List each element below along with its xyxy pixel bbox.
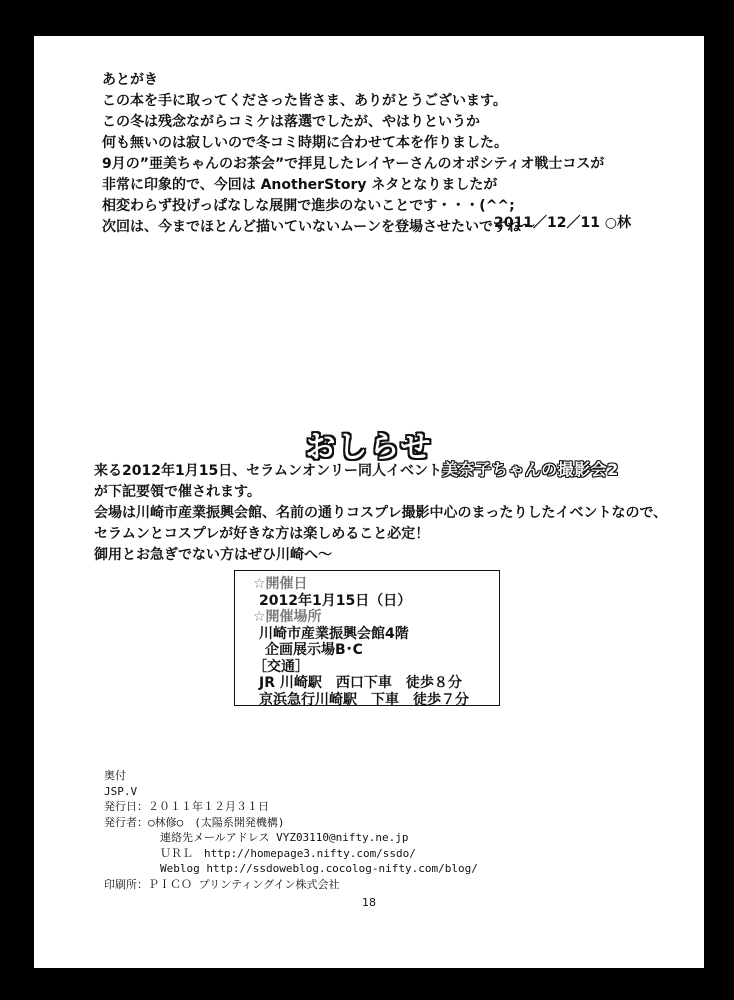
- notice-line: が下記要領で催されます。: [94, 484, 261, 500]
- venue-label: ☆開催場所: [253, 609, 322, 625]
- notice-title: おしらせ: [305, 430, 433, 465]
- event-name: 美奈子ちゃんの撮影会2: [442, 460, 619, 479]
- afterword-line: 9月の”亜美ちゃんのお茶会”で拝見したレイヤーさんのオポシティオ戦士コスが: [102, 156, 605, 172]
- afterword-line: 何も無いのは寂しいので冬コミ時期に合わせて本を作りました。: [102, 135, 508, 151]
- transport-line: 京浜急行川崎駅 下車 徒歩７分: [259, 691, 469, 708]
- afterword-line: 次回は、今までほとんど描いていないムーンを登場させたいですね～: [102, 219, 536, 235]
- colophon-contact: ＵＲＬ http://homepage3.nifty.com/ssdo/: [160, 846, 416, 860]
- colophon-printer: 印刷所：ＰＩＣＯ プリンティングイン株式会社: [104, 877, 340, 891]
- venue-value: 川崎市産業振興会館4階: [259, 625, 409, 642]
- colophon-heading: 奥付: [104, 769, 126, 782]
- date-value: 2012年1月15日（日）: [259, 592, 412, 609]
- colophon-line: 発行日：２０１１年１２月３１日: [104, 800, 269, 813]
- afterword-heading: あとがき: [102, 72, 158, 88]
- afterword-signature: 2011／12／11 ○林: [494, 215, 632, 231]
- notice-line: セラムンとコスプレが好きな方は楽しめること必定！: [94, 526, 430, 542]
- notice-line: 御用とお急ぎでない方はぜひ川崎へ～: [94, 547, 332, 563]
- colophon: [104, 768, 544, 892]
- page: [34, 36, 704, 968]
- transport-line: JR 川崎駅 西口下車 徒歩８分: [259, 675, 462, 691]
- notice-line: 会場は川崎市産業振興会館、名前の通りコスプレ撮影中心のまったりしたイベントなので、: [94, 505, 668, 521]
- date-label: ☆開催日: [253, 576, 308, 592]
- colophon-line: JSP.V: [104, 784, 138, 798]
- afterword-line: 非常に印象的で、今回は AnotherStory ネタとなりましたが: [102, 177, 498, 193]
- colophon-line: 発行者：○林修○ (太陽系開発機構): [104, 815, 285, 829]
- notice-line: [94, 459, 674, 482]
- notice-line-prefix: 来る2012年1月15日、セラムンオンリー同人イベント: [94, 463, 443, 479]
- afterword-line: この本を手に取ってくださった皆さま、ありがとうございます。: [102, 93, 507, 109]
- colophon-contact: 連絡先メールアドレス VYZ03110@nifty.ne.jp: [160, 831, 409, 844]
- event-info-box: [234, 570, 500, 706]
- afterword-line: この冬は残念ながらコミケは落選でしたが、やはりというか: [102, 114, 480, 130]
- venue-value: 企画展示場B･C: [265, 642, 363, 658]
- afterword-line: 相変わらず投げっぱなしな展開で進歩のないことです・・・(^^;: [102, 198, 515, 214]
- page-number: 18: [362, 896, 376, 909]
- transport-label: ［交通］: [253, 658, 309, 675]
- notice-body: [94, 459, 674, 566]
- colophon-contact: Weblog http://ssdoweblog.cocolog-nifty.com/blog/: [160, 862, 478, 875]
